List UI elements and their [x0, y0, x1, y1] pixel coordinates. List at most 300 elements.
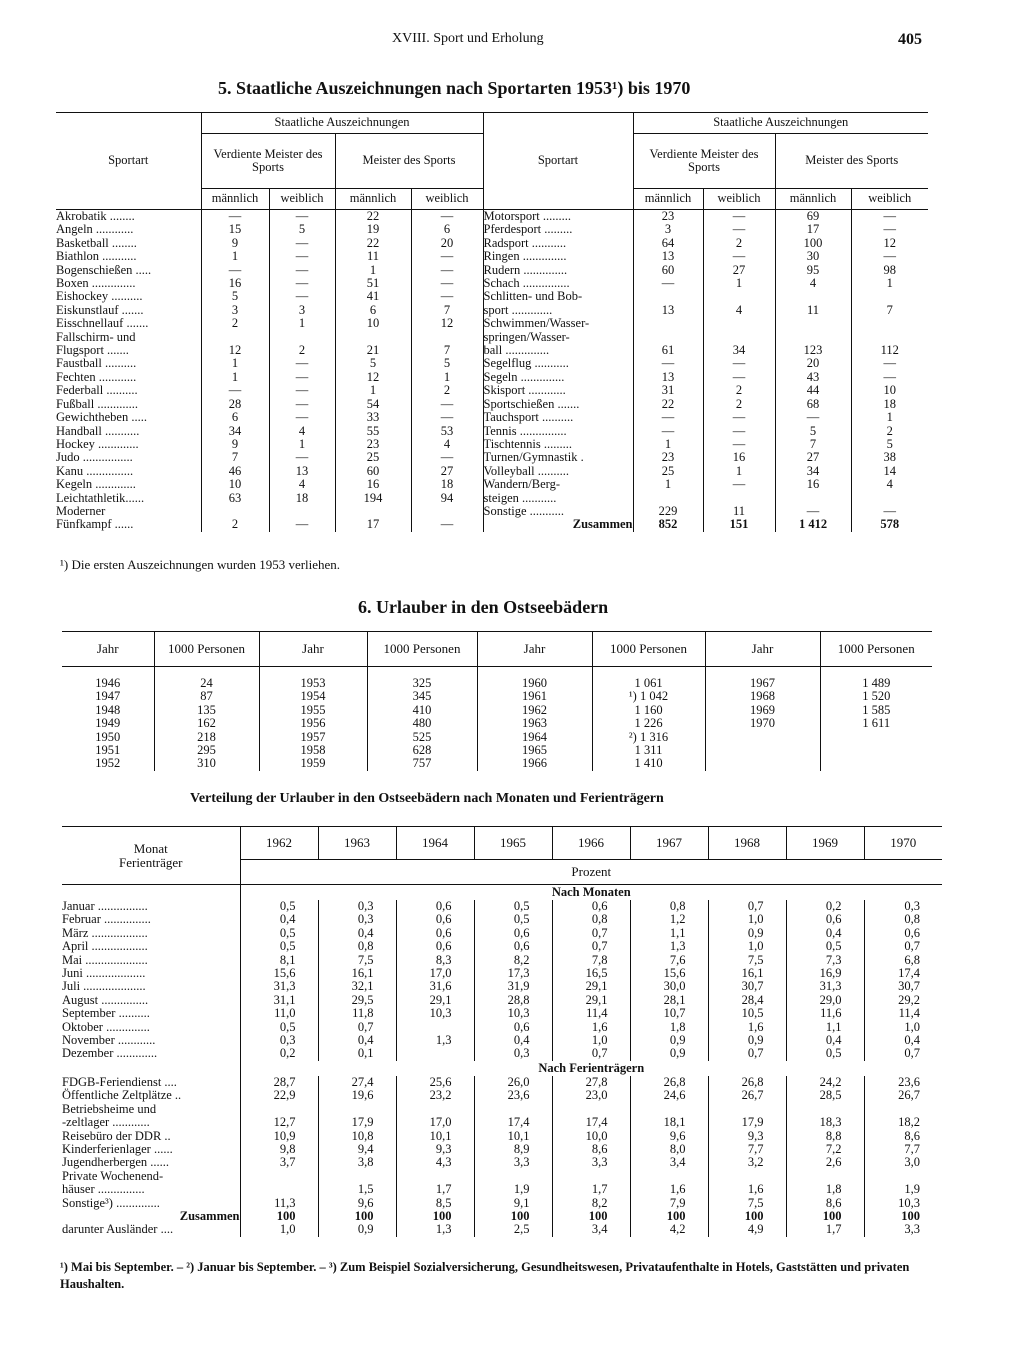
value-cell: 34 — [775, 465, 851, 478]
year-cell: 1967 — [705, 677, 820, 690]
percent-cell: 8,5 — [396, 1197, 474, 1210]
percent-cell: 31,1 — [240, 994, 318, 1007]
sport-name: Boxen .............. — [56, 276, 136, 291]
percent-cell: 30,0 — [630, 980, 708, 993]
value-cell: 69 — [775, 210, 851, 224]
col-w: weiblich — [703, 189, 775, 210]
persons-cell: 757 — [367, 757, 477, 770]
value-cell: 9 — [201, 438, 269, 451]
value-cell: 22 — [633, 398, 703, 411]
percent-cell: 6,8 — [864, 954, 942, 967]
persons-cell: 87 — [154, 690, 259, 703]
row-label: Jugendherbergen ...... — [62, 1155, 170, 1170]
table-row — [62, 704, 932, 717]
value-cell: 61 — [633, 344, 703, 357]
sport-name: springen/Wasser- — [483, 331, 633, 344]
value-cell: — — [775, 505, 851, 518]
stub-header — [62, 827, 240, 885]
table-row — [56, 425, 928, 438]
sub-verdiente-left: Verdiente Meister des Sports — [201, 134, 335, 189]
table-row — [56, 223, 928, 236]
percent-cell: 0,6 — [864, 927, 942, 940]
row-label: Private Wochenend- — [62, 1168, 164, 1183]
table-row — [56, 451, 928, 464]
table-row — [62, 940, 942, 953]
row-label: Reisebüro der DDR .. — [62, 1128, 171, 1143]
sport-name: Federball .......... — [56, 383, 138, 398]
percent-cell: 28,4 — [708, 994, 786, 1007]
percent-cell: 1,3 — [396, 1223, 474, 1236]
table3-title: Verteilung der Urlauber in den Ostseebädern nach Monaten und Ferienträgern — [190, 791, 664, 806]
value-cell: 1 — [633, 438, 703, 451]
sport-name: Bogenschießen ..... — [56, 262, 152, 277]
foreign-row — [62, 1223, 942, 1236]
table-row — [56, 290, 928, 303]
value-cell: — — [411, 518, 483, 531]
row-label: Dezember ............. — [62, 1046, 158, 1061]
percent-cell: 0,6 — [396, 900, 474, 913]
value-cell: 1 — [269, 317, 335, 330]
percent-cell: 0,8 — [552, 913, 630, 926]
year-cell: 1963 — [477, 717, 592, 730]
percent-cell: 0,5 — [240, 900, 318, 913]
persons-cell: 1 311 — [592, 744, 705, 757]
percent-cell: 23,0 — [552, 1089, 630, 1102]
percent-cell: 4,9 — [708, 1223, 786, 1236]
table-row — [62, 913, 942, 926]
percent-cell: 1,3 — [630, 940, 708, 953]
sport-name: Schach ............... — [483, 277, 633, 290]
percent-cell — [786, 1103, 864, 1116]
table3-footnote: ¹) Mai bis September. – ²) Januar bis September. – ³) Zum Beispiel Sozialversicherung, Gesundheitswesen, Privataufenthalte in Hotels, Gaststätten und privaten Haushalten. — [60, 1260, 910, 1291]
percent-cell: 8,6 — [552, 1143, 630, 1156]
value-cell: — — [633, 425, 703, 438]
value-cell: — — [201, 384, 269, 397]
value-cell: 2 — [703, 384, 775, 397]
percent-cell: 23,6 — [864, 1076, 942, 1089]
sport-name: Sportschießen ....... — [483, 398, 633, 411]
value-cell: — — [269, 411, 335, 424]
percent-cell: 1,1 — [630, 927, 708, 940]
row-label: Betriebsheime und — [62, 1101, 157, 1116]
value-cell: 27 — [775, 451, 851, 464]
value-cell: — — [703, 210, 775, 224]
value-cell: — — [633, 411, 703, 424]
value-cell: 229 — [633, 505, 703, 518]
value-cell: 1 — [851, 277, 928, 290]
value-cell: 19 — [335, 223, 411, 236]
percent-cell: 22,9 — [240, 1089, 318, 1102]
percent-cell — [864, 1170, 942, 1183]
sub-meister-right: Meister des Sports — [775, 134, 928, 189]
percent-cell: 16,9 — [786, 967, 864, 980]
row-label: -zeltlager ............ — [62, 1115, 150, 1130]
col-year: Jahr — [477, 632, 592, 667]
percent-cell: 23,2 — [396, 1089, 474, 1102]
percent-cell — [864, 1103, 942, 1116]
sport-name: Motorsport ......... — [483, 210, 633, 224]
percent-cell: 26,8 — [630, 1076, 708, 1089]
row-label: Juli .................... — [62, 979, 146, 994]
value-cell: 11 — [335, 250, 411, 263]
table-row — [62, 744, 932, 757]
percent-cell: 1,0 — [864, 1021, 942, 1034]
percent-cell: 9,6 — [318, 1197, 396, 1210]
value-cell: — — [703, 411, 775, 424]
value-cell: 1 — [851, 411, 928, 424]
persons-cell — [820, 744, 932, 757]
value-cell: 20 — [775, 357, 851, 370]
percent-cell: 1,8 — [786, 1183, 864, 1196]
value-cell — [633, 492, 703, 505]
value-cell: — — [775, 411, 851, 424]
running-header-section: XVIII. Sport und Erholung — [392, 31, 544, 46]
table-row — [62, 900, 942, 913]
year-cell: 1965 — [477, 744, 592, 757]
persons-cell — [820, 731, 932, 744]
table-row — [56, 304, 928, 317]
value-cell: 4 — [703, 304, 775, 317]
year-cell: 1948 — [95, 702, 121, 717]
percent-cell: 8,2 — [474, 954, 552, 967]
value-cell: — — [411, 250, 483, 263]
col-w: weiblich — [269, 189, 335, 210]
value-cell: 13 — [633, 371, 703, 384]
table-row — [62, 1047, 942, 1060]
percent-cell — [240, 1183, 318, 1196]
persons-cell: 1 520 — [820, 690, 932, 703]
sport-name: Basketball ........ — [56, 235, 137, 250]
value-cell — [703, 290, 775, 303]
total-row — [62, 1210, 942, 1223]
sport-name: Segeln .............. — [483, 371, 633, 384]
value-cell: 17 — [775, 223, 851, 236]
value-cell: 4 — [775, 277, 851, 290]
sport-name: Gewichtheben ..... — [56, 410, 147, 425]
percent-cell: 4,2 — [630, 1223, 708, 1236]
value-cell: 4 — [269, 478, 335, 491]
percent-cell: 0,9 — [630, 1034, 708, 1047]
percent-cell: 8,0 — [630, 1143, 708, 1156]
value-cell: 10 — [201, 478, 269, 491]
percent-cell: 0,7 — [864, 1047, 942, 1060]
value-cell — [703, 492, 775, 505]
percent-cell: 32,1 — [318, 980, 396, 993]
persons-cell: 345 — [367, 690, 477, 703]
table-row — [56, 210, 928, 224]
value-cell: — — [851, 250, 928, 263]
table-row — [56, 317, 928, 330]
percent-cell: 0,7 — [552, 1047, 630, 1060]
row-label: Kinderferienlager ...... — [62, 1141, 173, 1156]
percent-cell: 9,3 — [396, 1143, 474, 1156]
row-label: März .................. — [62, 925, 148, 940]
value-cell — [775, 290, 851, 303]
value-cell: — — [703, 357, 775, 370]
percent-cell: 17,4 — [864, 967, 942, 980]
value-cell: — — [411, 398, 483, 411]
value-cell — [633, 331, 703, 344]
percent-cell: 26,8 — [708, 1076, 786, 1089]
value-cell: — — [269, 250, 335, 263]
total-value: 100 — [786, 1210, 864, 1223]
percent-cell: 31,9 — [474, 980, 552, 993]
value-cell: 3 — [269, 304, 335, 317]
persons-cell: 295 — [154, 744, 259, 757]
value-cell: 5 — [335, 357, 411, 370]
value-cell: 23 — [633, 210, 703, 224]
table-row — [56, 478, 928, 491]
sport-name: ball .............. — [483, 344, 633, 357]
percent-cell: 29,5 — [318, 994, 396, 1007]
percent-cell: 0,9 — [318, 1223, 396, 1236]
percent-cell: 1,5 — [318, 1183, 396, 1196]
value-cell: — — [269, 210, 335, 224]
percent-cell — [396, 1103, 474, 1116]
percent-cell — [630, 1170, 708, 1183]
value-cell: 11 — [775, 304, 851, 317]
percent-cell: 1,6 — [552, 1021, 630, 1034]
value-cell: — — [269, 357, 335, 370]
percent-cell: 0,7 — [708, 1047, 786, 1060]
table-row — [62, 1007, 942, 1020]
col-w: weiblich — [851, 189, 928, 210]
percent-cell: 28,5 — [786, 1089, 864, 1102]
value-cell: 94 — [411, 492, 483, 505]
percent-cell: 10,8 — [318, 1130, 396, 1143]
sport-name: Sonstige ........... — [483, 505, 633, 518]
percent-cell: 8,6 — [864, 1130, 942, 1143]
sport-name: Kanu ............... — [56, 463, 134, 478]
value-cell: — — [633, 277, 703, 290]
year-header: 1967 — [630, 827, 708, 860]
percent-cell: 7,8 — [552, 954, 630, 967]
percent-cell: 28,7 — [240, 1076, 318, 1089]
sport-name: Flugsport ....... — [56, 343, 129, 358]
sub-meister-left: Meister des Sports — [335, 134, 483, 189]
value-cell: 10 — [851, 384, 928, 397]
value-cell: 25 — [633, 465, 703, 478]
table-row — [56, 250, 928, 263]
col-persons: 1000 Personen — [592, 632, 705, 667]
percent-cell: 7,2 — [786, 1143, 864, 1156]
percent-cell: 0,6 — [396, 927, 474, 940]
value-cell — [269, 505, 335, 518]
value-cell: 53 — [411, 425, 483, 438]
percent-cell: 9,8 — [240, 1143, 318, 1156]
value-cell: 7 — [201, 451, 269, 464]
value-cell: 12 — [335, 371, 411, 384]
value-cell: — — [703, 371, 775, 384]
value-cell: — — [411, 277, 483, 290]
table-row — [56, 398, 928, 411]
total-value: 100 — [474, 1210, 552, 1223]
vacationers-table — [62, 631, 932, 771]
persons-cell: 480 — [367, 717, 477, 730]
percent-cell: 0,4 — [786, 1034, 864, 1047]
percent-cell: 1,7 — [786, 1223, 864, 1236]
row-label: FDGB-Feriendienst .... — [62, 1074, 177, 1089]
table-row — [62, 1034, 942, 1047]
table-row — [56, 518, 928, 531]
value-cell: 51 — [335, 277, 411, 290]
value-cell — [851, 492, 928, 505]
value-cell: 4 — [411, 438, 483, 451]
value-cell: 16 — [335, 478, 411, 491]
sport-name: Leichtathletik...... — [56, 490, 145, 505]
year-cell: 1956 — [259, 717, 367, 730]
percent-cell: 0,3 — [318, 900, 396, 913]
value-cell: 4 — [851, 478, 928, 491]
value-cell: 112 — [851, 344, 928, 357]
value-cell: 11 — [703, 505, 775, 518]
table-row — [56, 277, 928, 290]
sport-name: Wandern/Berg- — [483, 478, 633, 491]
value-cell: — — [703, 478, 775, 491]
value-cell: — — [411, 451, 483, 464]
percent-cell: 8,2 — [552, 1197, 630, 1210]
percent-cell: 2,6 — [786, 1156, 864, 1169]
persons-cell: 218 — [154, 731, 259, 744]
percent-cell — [630, 1103, 708, 1116]
value-cell: 43 — [775, 371, 851, 384]
value-cell: 1 — [703, 277, 775, 290]
value-cell: — — [851, 505, 928, 518]
percent-cell: 0,7 — [552, 940, 630, 953]
percent-cell: 1,9 — [864, 1183, 942, 1196]
group-header-left: Staatliche Auszeichnungen — [201, 113, 483, 134]
sport-name: Angeln ............ — [56, 222, 134, 237]
awards-table — [56, 112, 928, 532]
sport-name: Hockey ............. — [56, 436, 139, 451]
percent-cell: 0,6 — [396, 913, 474, 926]
percent-cell: 10,1 — [474, 1130, 552, 1143]
percent-cell: 3,7 — [240, 1156, 318, 1169]
value-cell: 194 — [335, 492, 411, 505]
value-cell: 27 — [703, 264, 775, 277]
year-cell: 1968 — [705, 690, 820, 703]
year-cell: 1969 — [705, 704, 820, 717]
col-year: Jahr — [705, 632, 820, 667]
percent-cell: 0,8 — [318, 940, 396, 953]
percent-cell: 15,6 — [240, 967, 318, 980]
col-sportart-right: Sportart — [483, 113, 633, 210]
percent-cell: 0,9 — [708, 927, 786, 940]
percent-cell: 10,7 — [630, 1007, 708, 1020]
percent-cell — [396, 1021, 474, 1034]
value-cell: 23 — [633, 451, 703, 464]
year-header: 1965 — [474, 827, 552, 860]
value-cell — [851, 290, 928, 303]
col-persons: 1000 Personen — [820, 632, 932, 667]
percent-cell: 15,6 — [630, 967, 708, 980]
value-cell: — — [269, 371, 335, 384]
value-cell: 98 — [851, 264, 928, 277]
table-row — [62, 1076, 942, 1089]
value-cell: — — [411, 264, 483, 277]
sport-name: Ringen .............. — [483, 250, 633, 263]
total-value: 852 — [633, 518, 703, 531]
percent-cell: 29,1 — [552, 980, 630, 993]
value-cell: 60 — [335, 465, 411, 478]
value-cell: 16 — [703, 451, 775, 464]
col-year: Jahr — [62, 632, 154, 667]
table-row — [62, 1089, 942, 1102]
percent-cell: 1,7 — [552, 1183, 630, 1196]
value-cell: — — [269, 290, 335, 303]
value-cell: 1 — [633, 478, 703, 491]
sport-name: Pferdesport ......... — [483, 223, 633, 236]
table-row — [62, 1130, 942, 1143]
sport-name: Biathlon ........... — [56, 249, 137, 264]
percent-cell: 1,6 — [708, 1183, 786, 1196]
value-cell: 63 — [201, 492, 269, 505]
year-cell: 1949 — [95, 716, 121, 731]
value-cell — [851, 317, 928, 330]
percent-cell — [708, 1103, 786, 1116]
percent-cell: 10,9 — [240, 1130, 318, 1143]
percent-cell: 0,3 — [474, 1047, 552, 1060]
sport-name: Fußball ............. — [56, 396, 138, 411]
value-cell: 18 — [269, 492, 335, 505]
percent-cell: 0,6 — [474, 1021, 552, 1034]
value-cell: 44 — [775, 384, 851, 397]
percent-cell: 9,3 — [708, 1130, 786, 1143]
row-label: September .......... — [62, 1006, 150, 1021]
value-cell — [775, 331, 851, 344]
year-cell: 1953 — [259, 677, 367, 690]
percent-cell: 0,2 — [240, 1047, 318, 1060]
percent-cell: 3,2 — [708, 1156, 786, 1169]
value-cell: 3 — [201, 304, 269, 317]
value-cell: 7 — [851, 304, 928, 317]
value-cell: 38 — [851, 451, 928, 464]
percent-cell: 3,3 — [552, 1156, 630, 1169]
value-cell: 33 — [335, 411, 411, 424]
spacer-row — [62, 667, 932, 678]
value-cell: 18 — [851, 398, 928, 411]
percent-cell: 7,5 — [318, 954, 396, 967]
year-cell: 1954 — [259, 690, 367, 703]
value-cell: 60 — [633, 264, 703, 277]
sport-name: Fallschirm- und — [56, 329, 136, 344]
percent-cell: 0,7 — [708, 900, 786, 913]
unit-header: Prozent — [240, 860, 942, 885]
value-cell: 16 — [775, 478, 851, 491]
percent-cell: 10,5 — [708, 1007, 786, 1020]
percent-cell: 27,8 — [552, 1076, 630, 1089]
percent-cell: 0,4 — [864, 1034, 942, 1047]
value-cell: — — [851, 371, 928, 384]
persons-cell: 135 — [154, 704, 259, 717]
value-cell: — — [269, 264, 335, 277]
total-value: 100 — [708, 1210, 786, 1223]
table-row — [56, 237, 928, 250]
persons-cell: 325 — [367, 677, 477, 690]
value-cell: — — [269, 384, 335, 397]
value-cell: 64 — [633, 237, 703, 250]
persons-cell: 24 — [154, 677, 259, 690]
year-cell: 1951 — [95, 743, 121, 758]
percent-cell: 0,6 — [474, 927, 552, 940]
value-cell: 13 — [633, 304, 703, 317]
percent-cell: 4,3 — [396, 1156, 474, 1169]
persons-cell: 1 410 — [592, 757, 705, 770]
table-row — [62, 731, 932, 744]
value-cell: — — [703, 250, 775, 263]
table-row — [62, 717, 932, 730]
year-cell: 1961 — [477, 690, 592, 703]
